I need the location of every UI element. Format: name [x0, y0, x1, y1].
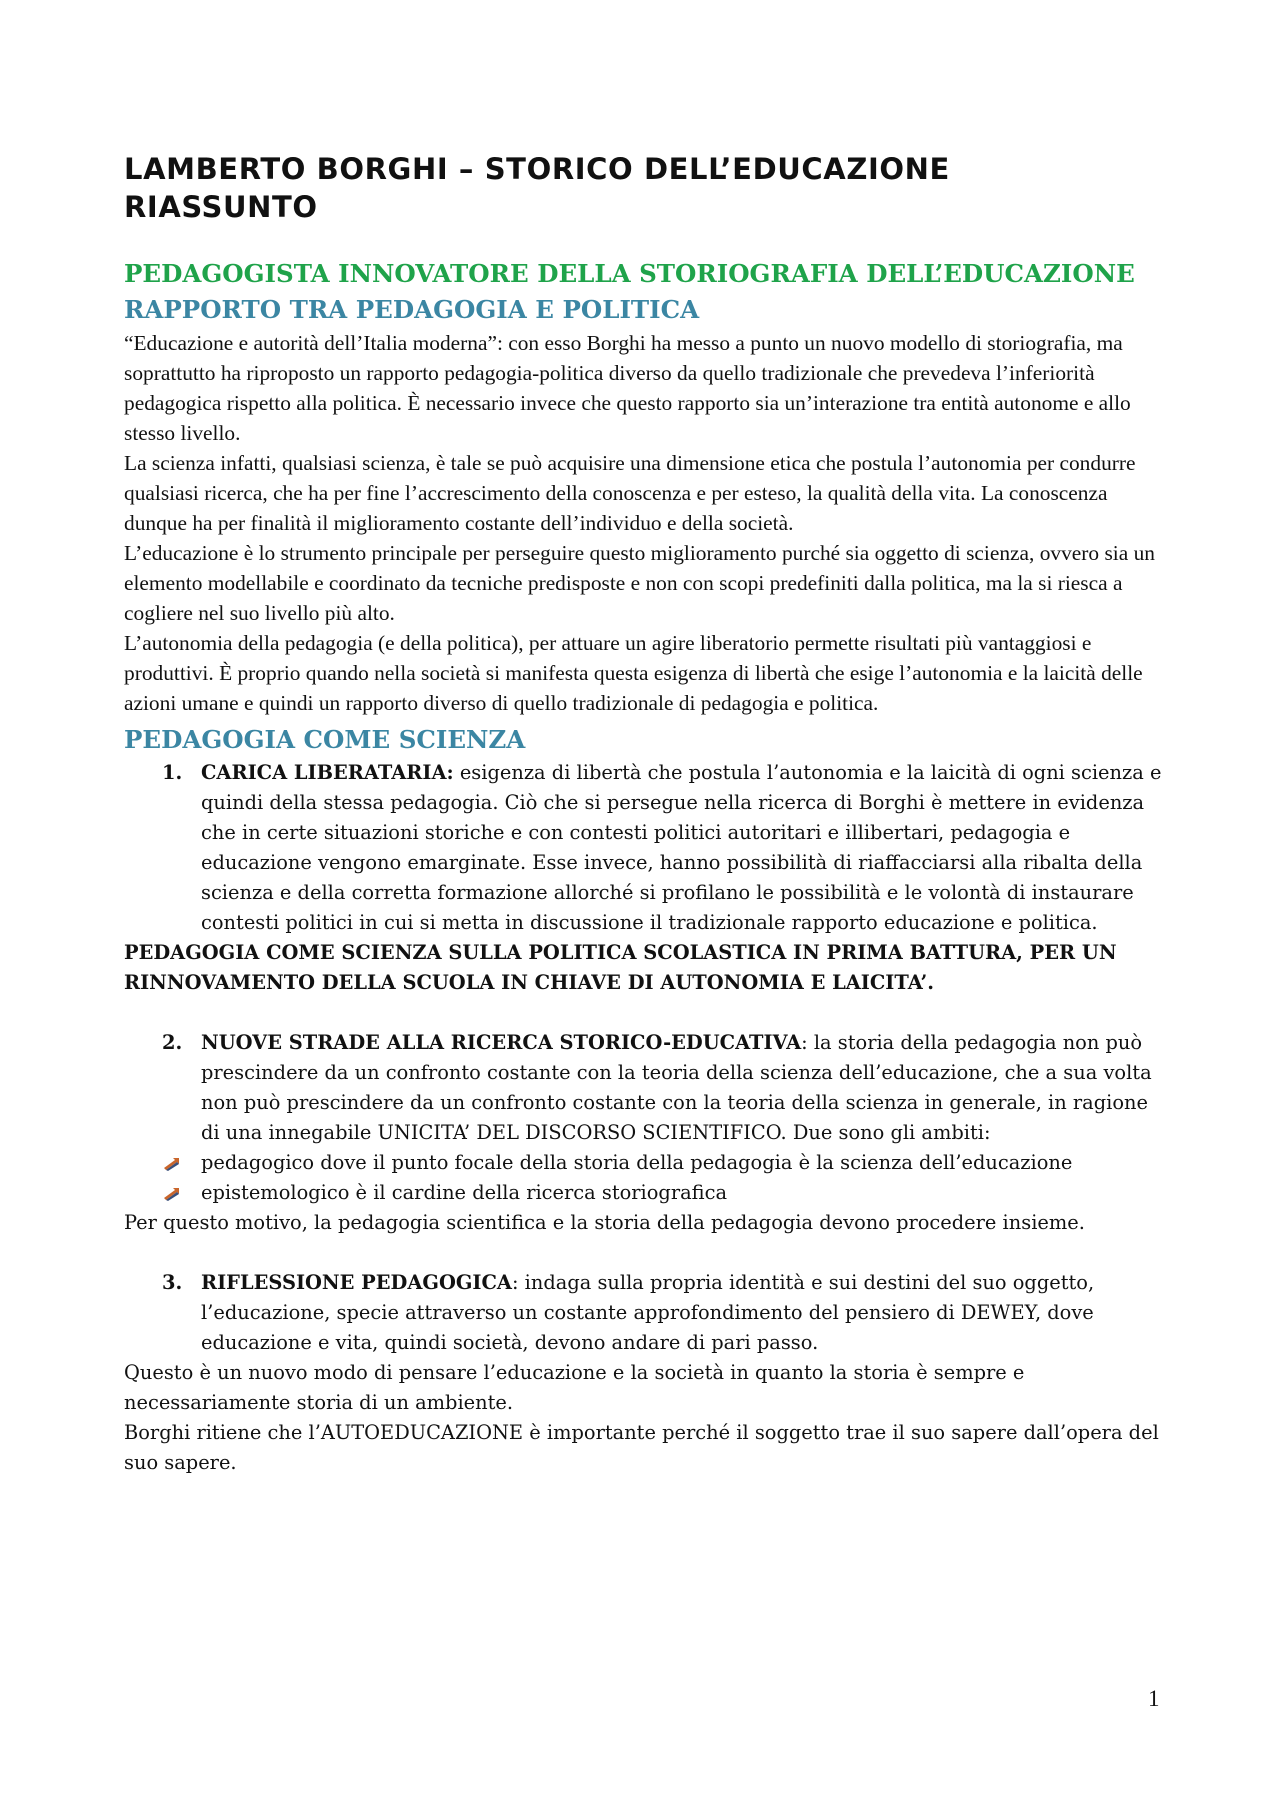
- list-number: 2.: [162, 1031, 183, 1054]
- document-title: [124, 150, 1164, 226]
- numbered-item-3: [124, 1268, 1164, 1358]
- bullet-text: pedagogico dove il punto focale della storia della pedagogia è la scienza dell’educazione: [201, 1151, 1073, 1174]
- item-label: NUOVE STRADE ALLA RICERCA STORICO-EDUCATIVA: [201, 1031, 802, 1054]
- paragraph: Questo è un nuovo modo di pensare l’educazione e la società in quanto la storia è sempre e necessariamente storia di un ambiente.: [124, 1361, 1025, 1414]
- paragraph: Borghi ritiene che l’AUTOEDUCAZIONE è importante perché il soggetto trae il suo sapere dall’opera del suo sapere.: [124, 1421, 1159, 1474]
- paragraph: Per questo motivo, la pedagogia scientifica e la storia della pedagogia devono procedere insieme.: [124, 1211, 1085, 1234]
- item-text: : la storia della pedagogia non può prescindere da un confronto costante con la teoria della scienza dell’educazione, che a sua volta non può prescindere da un confronto costante con la teoria della scienza in generale, in ragione di una innegabile UNICITA’ DEL DISCORSO SCIENTIFICO. Due sono gli ambiti:: [201, 1031, 1152, 1144]
- list-number: 3.: [162, 1271, 183, 1294]
- paragraph: L’autonomia della pedagogia (e della politica), per attuare un agire liberatorio permette risultati più vantaggiosi e produttivi. È proprio quando nella società si manifesta questa esigenza di libertà che esige l’autonomia e la laicità delle azioni umane e quindi un rapporto diverso di quello tradizionale di pedagogia e politica.: [124, 631, 1143, 715]
- arrow-bullet-icon: [164, 1157, 180, 1171]
- list-number: 1.: [162, 761, 183, 784]
- spacer: [124, 998, 1164, 1028]
- item-text: esigenza di libertà che postula l’autonomia e la laicità di ogni scienza e quindi della stessa pedagogia. Ciò che si persegue nella ricerca di Borghi è mettere in evidenza che in certe situazioni storiche e con contesti politici autoritari e illibertari, pedagogia e educazione vengono emarginate. Esse invece, hanno possibilità di riaffacciarsi alla ribalta della scienza e della corretta formazione allorché si profilano le possibilità e le volontà di instaurare contesti politici in cui si metta in discussione il tradizionale rapporto educazione e politica.: [201, 761, 1162, 934]
- item-label: RIFLESSIONE PEDAGOGICA: [201, 1271, 512, 1294]
- section-heading-rapporto: RAPPORTO TRA PEDAGOGIA E POLITICA: [124, 295, 700, 324]
- document-page: [124, 150, 1164, 1478]
- bold-statement: PEDAGOGIA COME SCIENZA SULLA POLITICA SCOLASTICA IN PRIMA BATTURA, PER UN RINNOVAMENTO DELLA SCUOLA IN CHIAVE DI AUTONOMIA E LAICITA’.: [124, 941, 1117, 994]
- paragraph: La scienza infatti, qualsiasi scienza, è tale se può acquisire una dimensione etica che postula l’autonomia per condurre qualsiasi ricerca, che ha per fine l’accrescimento della conoscenza e per esteso, la qualità della vita. La conoscenza dunque ha per finalità il miglioramento costante dell’individuo e della società.: [124, 451, 1136, 535]
- bullet-item: [124, 1148, 1164, 1178]
- page-number: 1: [1148, 1686, 1160, 1711]
- arrow-bullet-icon: [164, 1187, 180, 1201]
- numbered-item-1: [124, 758, 1164, 938]
- main-heading: PEDAGOGISTA INNOVATORE DELLA STORIOGRAFIA DELL’EDUCAZIONE: [124, 259, 1135, 288]
- numbered-item-2: [124, 1028, 1164, 1148]
- spacer: [124, 1238, 1164, 1268]
- paragraph: L’educazione è lo strumento principale per perseguire questo miglioramento purché sia oggetto di scienza, ovvero sia un elemento modellabile e coordinato da tecniche predisposte e non con scopi predefiniti dalla politica, ma la si riesca a cogliere nel suo livello più alto.: [124, 541, 1155, 625]
- bullet-text: epistemologico è il cardine della ricerca storiografica: [201, 1181, 728, 1204]
- item-text: : indaga sulla propria identità e sui destini del suo oggetto, l’educazione, specie attraverso un costante approfondimento del pensiero di DEWEY, dove educazione e vita, quindi società, devono andare di pari passo.: [201, 1271, 1095, 1354]
- bullet-item: [124, 1178, 1164, 1208]
- title-line-2: RIASSUNTO: [124, 190, 318, 224]
- item-label: CARICA LIBERATARIA:: [201, 761, 454, 784]
- section-heading-scienza: PEDAGOGIA COME SCIENZA: [124, 725, 526, 754]
- title-line-1: LAMBERTO BORGHI – STORICO DELL’EDUCAZIONE: [124, 152, 950, 186]
- paragraph: “Educazione e autorità dell’Italia moderna”: con esso Borghi ha messo a punto un nuovo modello di storiografia, ma soprattutto ha riproposto un rapporto pedagogia-politica diverso da quello tradizionale che prevedeva l’inferiorità pedagogica rispetto alla politica. È necessario invece che questo rapporto sia un’interazione tra entità autonome e allo stesso livello.: [124, 331, 1131, 445]
